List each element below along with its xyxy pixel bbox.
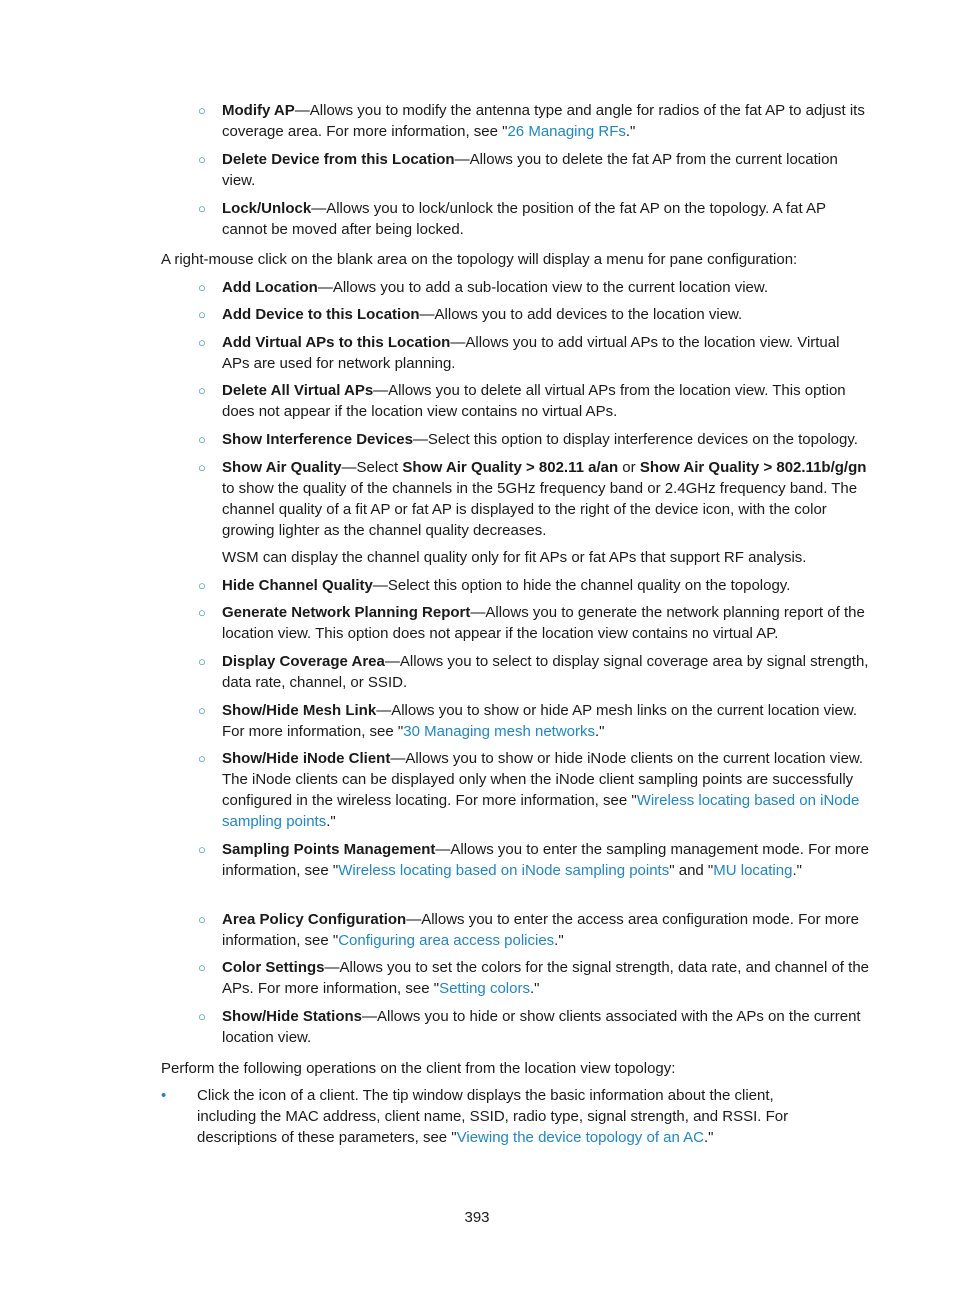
circle-bullet-icon: ○ [198,152,206,167]
circle-bullet-icon: ○ [198,383,206,398]
page-number: 393 [464,1209,490,1226]
list-item-sampling-points: ○ Sampling Points Management—Allows you to enter the sampling management mode. For more information, see "Wireless locating based on iNode sampling points" and "MU locating." [198,841,869,879]
circle-bullet-icon: ○ [198,307,206,322]
circle-bullet-icon: ○ [198,432,206,447]
circle-bullet-icon: ○ [198,1009,206,1024]
item-term: Show Air Quality [222,459,342,476]
list-item-show-hide-stations: ○ Show/Hide Stations—Allows you to hide or show clients associated with the APs on the current location view. [198,1008,861,1046]
item-term: Delete All Virtual APs [222,382,374,399]
circle-bullet-icon: ○ [198,654,206,669]
item-term: Show Interference Devices [222,431,413,448]
link-mesh-networks[interactable]: 30 Managing mesh networks [403,723,596,740]
circle-bullet-icon: ○ [198,460,206,475]
list-item-delete-virtual-aps: ○ Delete All Virtual APs—Allows you to delete all virtual APs from the location view. This option does not appear if the location view contains no virtual APs. [198,382,846,420]
list-item-mesh-link: ○ Show/Hide Mesh Link—Allows you to show or hide AP mesh links on the current location view. For more information, see "30 Managing mesh networks." [198,702,857,740]
item-term: Display Coverage Area [222,653,385,670]
list-item-add-device: ○ Add Device to this Location—Allows you to add devices to the location view. [198,306,743,323]
circle-bullet-icon: ○ [198,912,206,927]
link-setting-colors[interactable]: Setting colors [439,980,530,997]
item-term: Area Policy Configuration [222,911,407,928]
list-item-add-virtual-aps: ○ Add Virtual APs to this Location—Allows you to add virtual APs to the location view. Virtual APs are used for network planning. [198,334,840,372]
list-item-color-settings: ○ Color Settings—Allows you to set the colors for the signal strength, data rate, and channel of the APs. For more information, see "Setting colors." [198,959,869,997]
item-term: Sampling Points Management [222,841,436,858]
circle-bullet-icon: ○ [198,280,206,295]
intro-pane-paragraph: A right-mouse click on the blank area on the topology will display a menu for pane configuration: [161,251,798,268]
link-mu-locating[interactable]: MU locating [713,862,793,879]
circle-bullet-icon: ○ [198,103,206,118]
intro-client-paragraph: Perform the following operations on the client from the location view topology: [161,1060,676,1077]
item-term: Show/Hide Mesh Link [222,702,377,719]
circle-bullet-icon: ○ [198,960,206,975]
item-term: Add Location [222,279,318,296]
item-term: Delete Device from this Location [222,151,455,168]
list-item-area-policy: ○ Area Policy Configuration—Allows you to enter the access area configuration mode. For more information, see "Configuring area access policies." [198,911,859,949]
item-term: Show/Hide iNode Client [222,750,391,767]
circle-bullet-icon: ○ [198,201,206,216]
client-bullet-item: • Click the icon of a client. The tip window displays the basic information about the client, including the MAC address, client name, SSID, radio type, signal strength, and RSSI. For descriptions of these parameters, see "Viewing the device topology of an AC." [161,1087,789,1146]
link-wireless-locating[interactable]: Wireless locating based on iNode sampling points [222,792,860,830]
air-quality-note: WSM can display the channel quality only for fit APs or fat APs that support RF analysis. [222,549,807,566]
circle-bullet-icon: ○ [198,703,206,718]
item-term: Show/Hide Stations [222,1008,363,1025]
link-device-topology[interactable]: Viewing the device topology of an AC [456,1129,705,1146]
circle-bullet-icon: ○ [198,751,206,766]
item-term: Hide Channel Quality [222,577,373,594]
list-item-show-interference: ○ Show Interference Devices—Select this option to display interference devices on the topology. [198,431,858,448]
circle-bullet-icon: ○ [198,605,206,620]
link-wireless-locating-2[interactable]: Wireless locating based on iNode sampling points [338,862,670,879]
list-item-inode-client: ○ Show/Hide iNode Client—Allows you to show or hide iNode clients on the current location view. The iNode clients can be displayed only when the iNode client sampling points are successfully configured in the wireless locating. For more information, see "Wireless locating based on iNode sampling points." [198,750,864,830]
circle-bullet-icon: ○ [198,335,206,350]
item-term: Color Settings [222,959,325,976]
list-item-show-air-quality: ○ Show Air Quality—Select Show Air Quality > 802.11 a/an or Show Air Quality > 802.11b/g/gn to show the quality of the channels in the 5GHz frequency band or 2.4GHz frequency band. The channel quality of a fit AP or fat AP is displayed to the right of the device icon, with the color growing lighter as the channel quality decreases. [198,459,867,539]
list-item-planning-report: ○ Generate Network Planning Report—Allows you to generate the network planning report of the location view. This option does not appear if the location view contains no virtual AP. [198,604,865,642]
list-item-display-coverage: ○ Display Coverage Area—Allows you to select to display signal coverage area by signal strength, data rate, channel, or SSID. [198,653,869,691]
list-item-modify-ap: ○ Modify AP—Allows you to modify the antenna type and angle for radios of the fat AP to adjust its coverage area. For more information, see "26 Managing RFs." [198,102,865,140]
link-area-access-policies[interactable]: Configuring area access policies [338,932,555,949]
circle-bullet-icon: ○ [198,578,206,593]
list-item-delete-device: ○ Delete Device from this Location—Allows you to delete the fat AP from the current location view. [198,151,838,189]
circle-bullet-icon: ○ [198,842,206,857]
list-item-add-location: ○ Add Location—Allows you to add a sub-location view to the current location view. [198,279,769,296]
link-managing-rfs[interactable]: 26 Managing RFs [507,123,626,140]
item-term: Add Virtual APs to this Location [222,334,451,351]
list-item-hide-channel-quality: ○ Hide Channel Quality—Select this option to hide the channel quality on the topology. [198,577,791,594]
list-item-lock-unlock: ○ Lock/Unlock—Allows you to lock/unlock the position of the fat AP on the topology. A fat AP cannot be moved after being locked. [198,200,826,238]
item-term: Generate Network Planning Report [222,604,471,621]
item-term: Add Device to this Location [222,306,420,323]
item-term: Modify AP [222,102,295,119]
dot-bullet-icon: • [161,1087,167,1104]
item-term: Lock/Unlock [222,200,312,217]
